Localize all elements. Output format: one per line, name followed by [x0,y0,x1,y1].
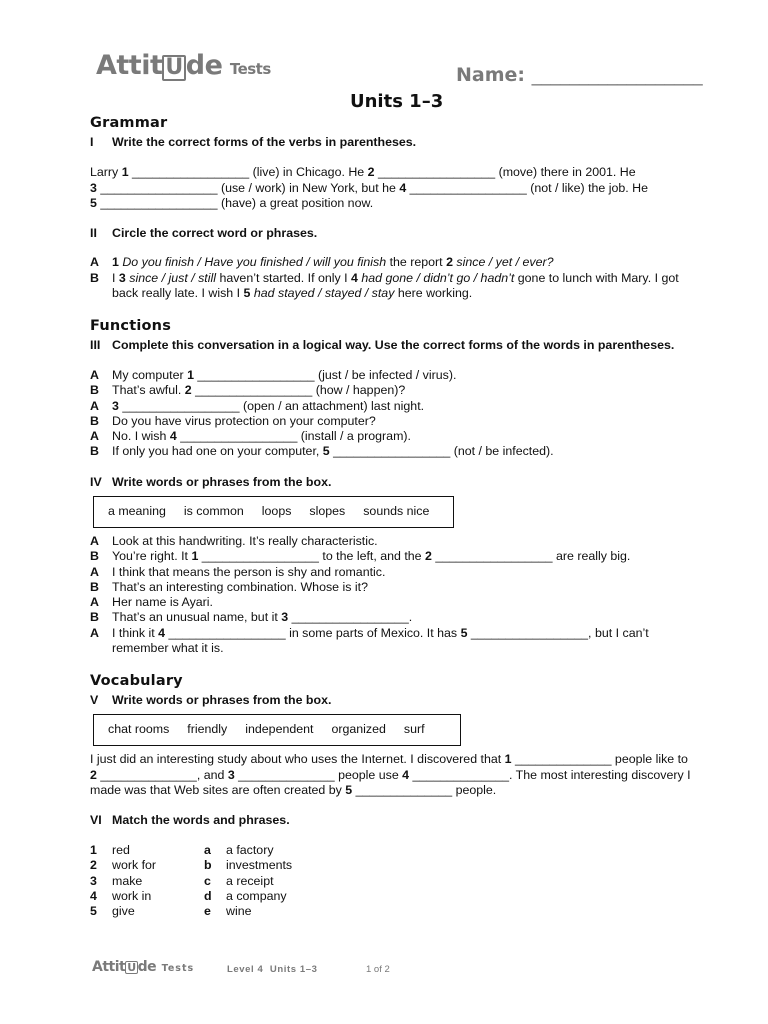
item-number: 2 [367,165,375,179]
dialogue-line [90,255,710,271]
item-number: 2 [425,549,432,564]
dialogue-line [90,414,554,429]
exercise-number: VI [90,813,102,827]
text: the report [386,255,447,269]
text: gone to lunch with Mary. I got [514,270,679,285]
blank-text[interactable]: _________________ (use / work) in New York, but he [96,180,400,195]
blank-text[interactable]: ______________ people use [234,767,403,782]
text-line [90,181,648,197]
exercise-IV-dialogue [90,534,649,656]
text-line [90,752,691,768]
item-letter: b [204,858,212,873]
text: I think it [112,625,159,640]
blank-text[interactable]: _________________ (open / an attachment) last night. [118,398,425,413]
item-number: 1 [504,752,512,766]
speaker: B [90,413,99,428]
item-number: 2 [446,255,453,269]
exercise-IV-instruction [90,475,331,489]
item-number: 3 [118,270,126,285]
item-letter: e [204,904,211,919]
circle-options[interactable]: since / yet / ever? [456,255,554,269]
item-number: 5 [460,625,468,640]
text-line [90,165,648,181]
speaker: B [90,549,99,564]
footer-logo-subtitle: Tests [161,963,195,974]
blank-text[interactable]: ______________, and [96,767,228,782]
footer-page-number: 1 of 2 [366,964,390,975]
blank-text[interactable]: _________________ (have) a great position now. [96,196,374,210]
footer-logo-text: Attit [92,959,126,975]
footer-logo-box: U [127,961,136,974]
blank-text[interactable]: _________________ (install / a program). [176,429,411,444]
text: I think that means the person is shy and romantic. [112,564,386,579]
text: No. I wish [112,429,170,444]
item-number: 4 [402,767,410,782]
exercise-number: V [90,693,99,707]
blank-text[interactable]: _________________ in some parts of Mexico. It has [165,625,461,640]
exercise-I-instruction [90,135,416,149]
exercise-II-text [90,255,710,302]
matching-list [90,843,292,919]
footer-level: Level 4 Units 1–3 [227,964,318,975]
logo-text-end: de [185,50,223,81]
instruction-text: Circle the correct word or phrases. [112,226,318,240]
item-number: 4 [351,270,358,285]
blank-text[interactable]: _________________, but I can’t [467,625,649,640]
item-number: 4 [158,625,166,640]
item-number: 3 [90,873,97,888]
match-row [90,858,292,873]
instruction-text: Write the correct forms of the verbs in parentheses. [112,135,417,149]
item-number: 2 [90,858,97,873]
instruction-text: Complete this conversation in a logical way. Use the correct forms of the words in parentheses. [112,338,675,352]
match-left-term[interactable]: red [112,843,130,857]
match-right-term[interactable]: a factory [226,843,274,857]
dialogue-line [90,286,710,302]
blank-text[interactable]: ______________. The most interesting discovery I [409,767,691,782]
text: I just did an interesting study about who uses the Internet. I discovered that [90,752,505,766]
exercise-V-instruction [90,693,331,707]
text-line [90,783,691,799]
dialogue-line [90,429,554,444]
speaker: B [90,579,99,594]
match-right-term[interactable]: wine [226,904,252,919]
text: That’s an interesting combination. Whose is it? [112,579,368,594]
exercise-II-instruction [90,226,317,240]
text-line [90,196,648,212]
name-field[interactable] [456,64,703,86]
text: Her name is Ayari. [112,595,213,610]
match-right-term[interactable]: a receipt [226,873,274,888]
blank-text[interactable]: _________________ (just / be infected / virus). [193,368,457,382]
item-number: 1 [90,843,97,857]
logo [96,50,271,81]
instruction-text: Match the words and phrases. [112,813,290,827]
item-number: 3 [281,610,289,625]
item-number: 3 [90,180,97,195]
item-number: 3 [112,398,119,413]
item-number: 4 [169,429,177,444]
speaker: B [90,444,99,459]
text: Larry [90,165,122,179]
logo-subtitle: Tests [229,60,271,78]
item-letter: c [204,873,211,888]
circle-options[interactable]: had gone / didn’t go / hadn’t [361,270,515,285]
name-line: __________________ [531,64,703,86]
blank-text[interactable]: _________________ are really big. [431,549,631,564]
blank-text[interactable]: _________________ (live) in Chicago. He [128,165,368,179]
circle-options[interactable]: Do you finish / Have you finished / will you finish [122,255,387,269]
exercise-III-dialogue [90,368,554,460]
item-letter: d [204,888,212,903]
blank-text[interactable]: _________________ (move) there in 2001. He [374,165,636,179]
text: here working. [394,286,473,300]
blank-text[interactable]: _________________. [288,610,413,625]
box-word: sounds nice [363,504,430,518]
exercise-number: III [90,338,101,352]
text-line [90,534,649,549]
text: You’re right. It [112,549,192,564]
word-box [93,714,461,746]
text-line [90,595,649,610]
section-functions-heading: Functions [90,318,172,334]
circle-options[interactable]: since / just / still [129,270,217,285]
text: back really late. I wish I [112,286,244,300]
box-word: friendly [187,722,228,736]
speaker: A [90,398,99,413]
footer-logo-text-end: de [137,959,157,975]
exercise-V-text [90,752,691,799]
match-row [90,874,292,889]
instruction-text: Write words or phrases from the box. [112,693,332,707]
text: Look at this handwriting. It’s really characteristic. [112,534,378,548]
item-number: 5 [90,196,97,210]
text: That’s an unusual name, but it [112,610,282,625]
text-line [90,565,649,580]
item-number: 1 [121,165,129,179]
exercise-VI-instruction [90,813,290,827]
speaker: A [90,625,99,640]
dialogue-line [90,444,554,459]
match-right-term[interactable]: a company [226,888,287,903]
page-title: Units 1–3 [350,91,444,112]
speaker: A [90,564,99,579]
box-word: loops [261,504,292,518]
dialogue-line [90,399,554,414]
text: made was that Web sites are often created by [90,783,346,797]
box-word: slopes [309,504,346,518]
text: My computer [112,368,188,382]
section-vocabulary-heading: Vocabulary [90,673,183,689]
speaker: A [90,429,99,444]
item-number: 4 [90,888,97,903]
box-word: surf [403,722,425,736]
exercise-III-instruction [90,338,674,352]
match-left-term[interactable]: make [112,873,143,888]
match-left-term[interactable]: work for [112,858,157,873]
blank-text[interactable]: _________________ (not / be infected). [329,444,554,459]
box-word: independent [245,722,314,736]
item-number: 5 [90,904,97,919]
text: remember what it is. [112,641,224,656]
box-word: a meaning [108,504,166,518]
match-left-term[interactable]: work in [112,888,152,903]
logo-box-letter: U [162,55,185,81]
item-number: 2 [90,767,97,782]
blank-text[interactable]: _________________ to the left, and the [198,549,426,564]
exercise-number: IV [90,475,102,489]
logo-text: Attit [96,50,163,81]
text: That’s awful. [112,383,185,398]
speaker: B [90,270,99,285]
item-number: 1 [187,368,194,382]
item-number: 5 [243,286,251,300]
circle-options[interactable]: had stayed / stayed / stay [253,286,395,300]
text: If only you had one on your computer, [112,444,323,459]
exercise-number: I [90,135,94,149]
text-line [90,580,649,595]
text: I [112,270,119,285]
speaker: B [90,383,99,398]
item-number: 1 [112,255,119,269]
section-grammar-heading: Grammar [90,115,168,131]
speaker: A [90,534,99,548]
dialogue-line [90,271,710,287]
box-word: is common [183,504,244,518]
exercise-number: II [90,226,97,240]
match-right-term[interactable]: investments [226,858,293,873]
box-word: organized [331,722,386,736]
dialogue-line [90,368,554,383]
dialogue-line [90,383,554,398]
word-box [93,496,454,528]
text-line [90,610,649,625]
text-line [90,626,649,641]
blank-text[interactable]: ______________ people like to [511,752,688,766]
item-number: 4 [399,180,407,195]
speaker: B [90,610,99,625]
footer-logo [92,959,194,975]
text: haven’t started. If only I [216,270,352,285]
item-number: 5 [322,444,330,459]
item-number: 5 [345,783,353,797]
speaker: A [90,255,99,269]
item-number: 3 [227,767,235,782]
blank-text[interactable]: _________________ (not / like) the job. He [406,180,649,195]
speaker: A [90,595,99,610]
instruction-text: Write words or phrases from the box. [112,475,332,489]
text-line [90,641,649,656]
item-number: 2 [184,383,192,398]
match-row [90,843,292,858]
item-number: 1 [191,549,199,564]
name-label: Name: [456,64,526,86]
speaker: A [90,368,99,382]
box-word: chat rooms [108,722,170,736]
blank-text[interactable]: _________________ (how / happen)? [191,383,406,398]
match-row [90,889,292,904]
text: Do you have virus protection on your computer? [112,413,376,428]
text-line [90,549,649,564]
text-line [90,768,691,784]
item-letter: a [204,843,211,857]
match-row [90,904,292,919]
match-left-term[interactable]: give [112,904,135,919]
blank-text[interactable]: ______________ people. [352,783,497,797]
exercise-I-text [90,165,648,212]
